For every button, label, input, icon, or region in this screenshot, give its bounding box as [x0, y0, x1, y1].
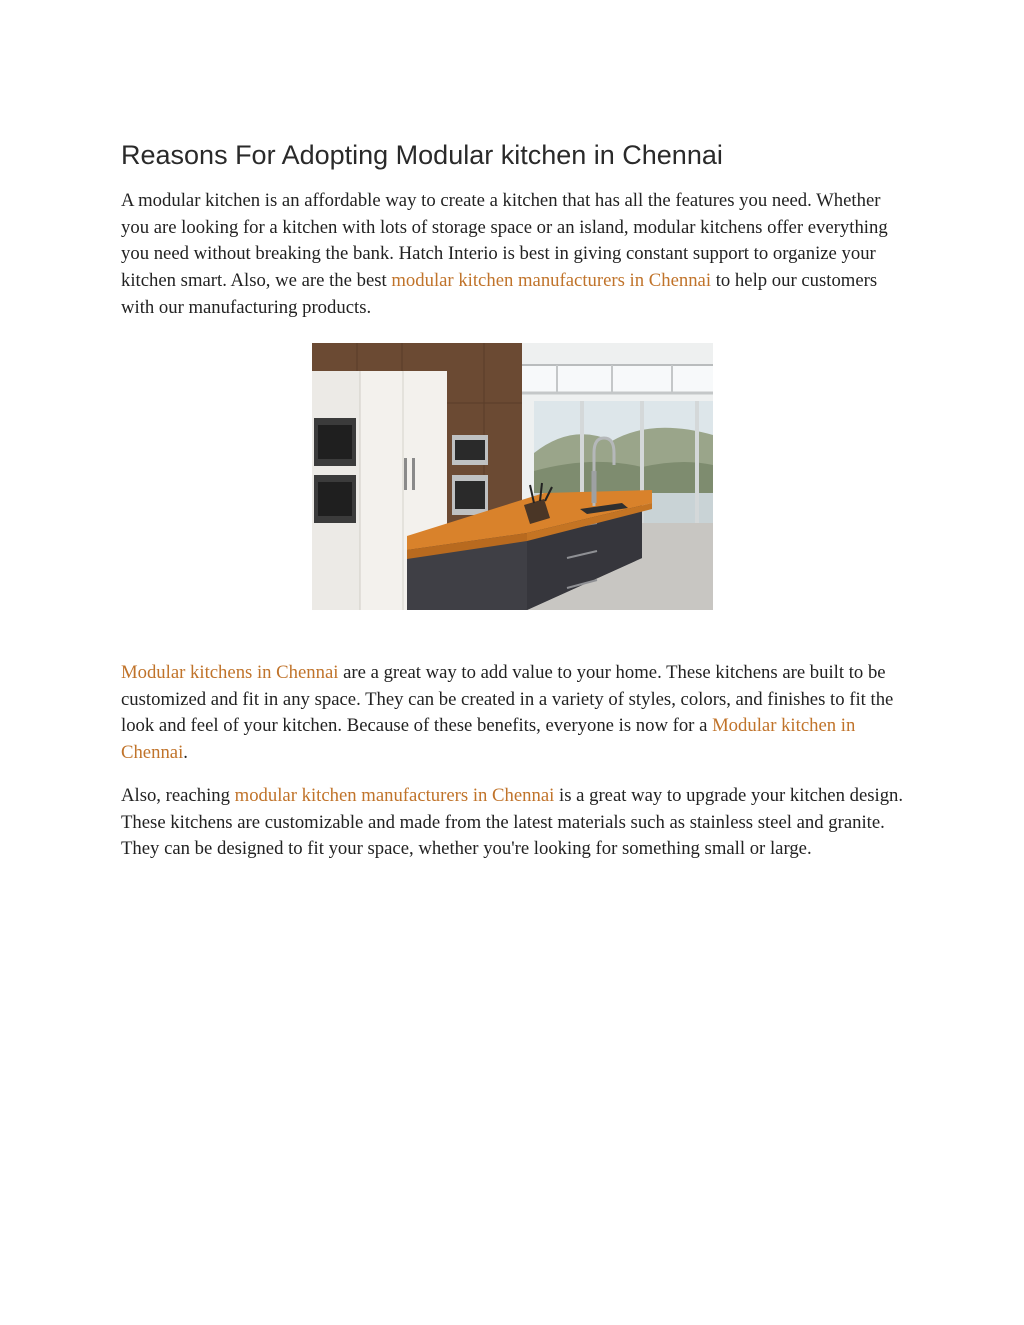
benefits-text-after: .: [183, 742, 188, 764]
modular-kitchen-link[interactable]: Modular kitchen in Chennai: [121, 715, 856, 764]
manufacturers-link[interactable]: modular kitchen manufacturers in Chennai: [391, 270, 712, 292]
upgrade-paragraph: [121, 783, 911, 863]
kitchen-photo: [312, 343, 713, 610]
modular-kitchens-link[interactable]: Modular kitchens in Chennai: [121, 662, 339, 683]
benefits-paragraph: [121, 660, 911, 767]
page-title: Reasons For Adopting Modular kitchen in Chennai: [121, 140, 723, 170]
benefits-text-middle: are a great way to add value to your home. These kitchens are built to be customized and fit in any space. They can be created in a variety of styles, colors, and finishes to fit the look and feel of your kitchen. Because of these benefits, everyone is now for a: [121, 662, 894, 737]
intro-text-after: to help our customers with our manufacturing products.: [121, 270, 878, 318]
intro-paragraph: [121, 188, 911, 322]
upgrade-text-before: Also, reaching: [121, 785, 235, 806]
manufacturers-link-2[interactable]: modular kitchen manufacturers in Chennai: [234, 785, 555, 806]
upgrade-text-after: is a great way to upgrade your kitchen design. These kitchens are customizable and made from the latest materials such as stainless steel and granite. They can be designed to fit your space, whether you're looking for something small or large.: [121, 785, 904, 860]
intro-text-before: A modular kitchen is an affordable way to create a kitchen that has all the features you need. Whether you are looking for a kitchen with lots of storage space or an island, modular kitchens offer everything you need without breaking the bank. Hatch Interio is best in giving constant support to organize your kitchen smart. Also, we are the best: [121, 190, 888, 292]
